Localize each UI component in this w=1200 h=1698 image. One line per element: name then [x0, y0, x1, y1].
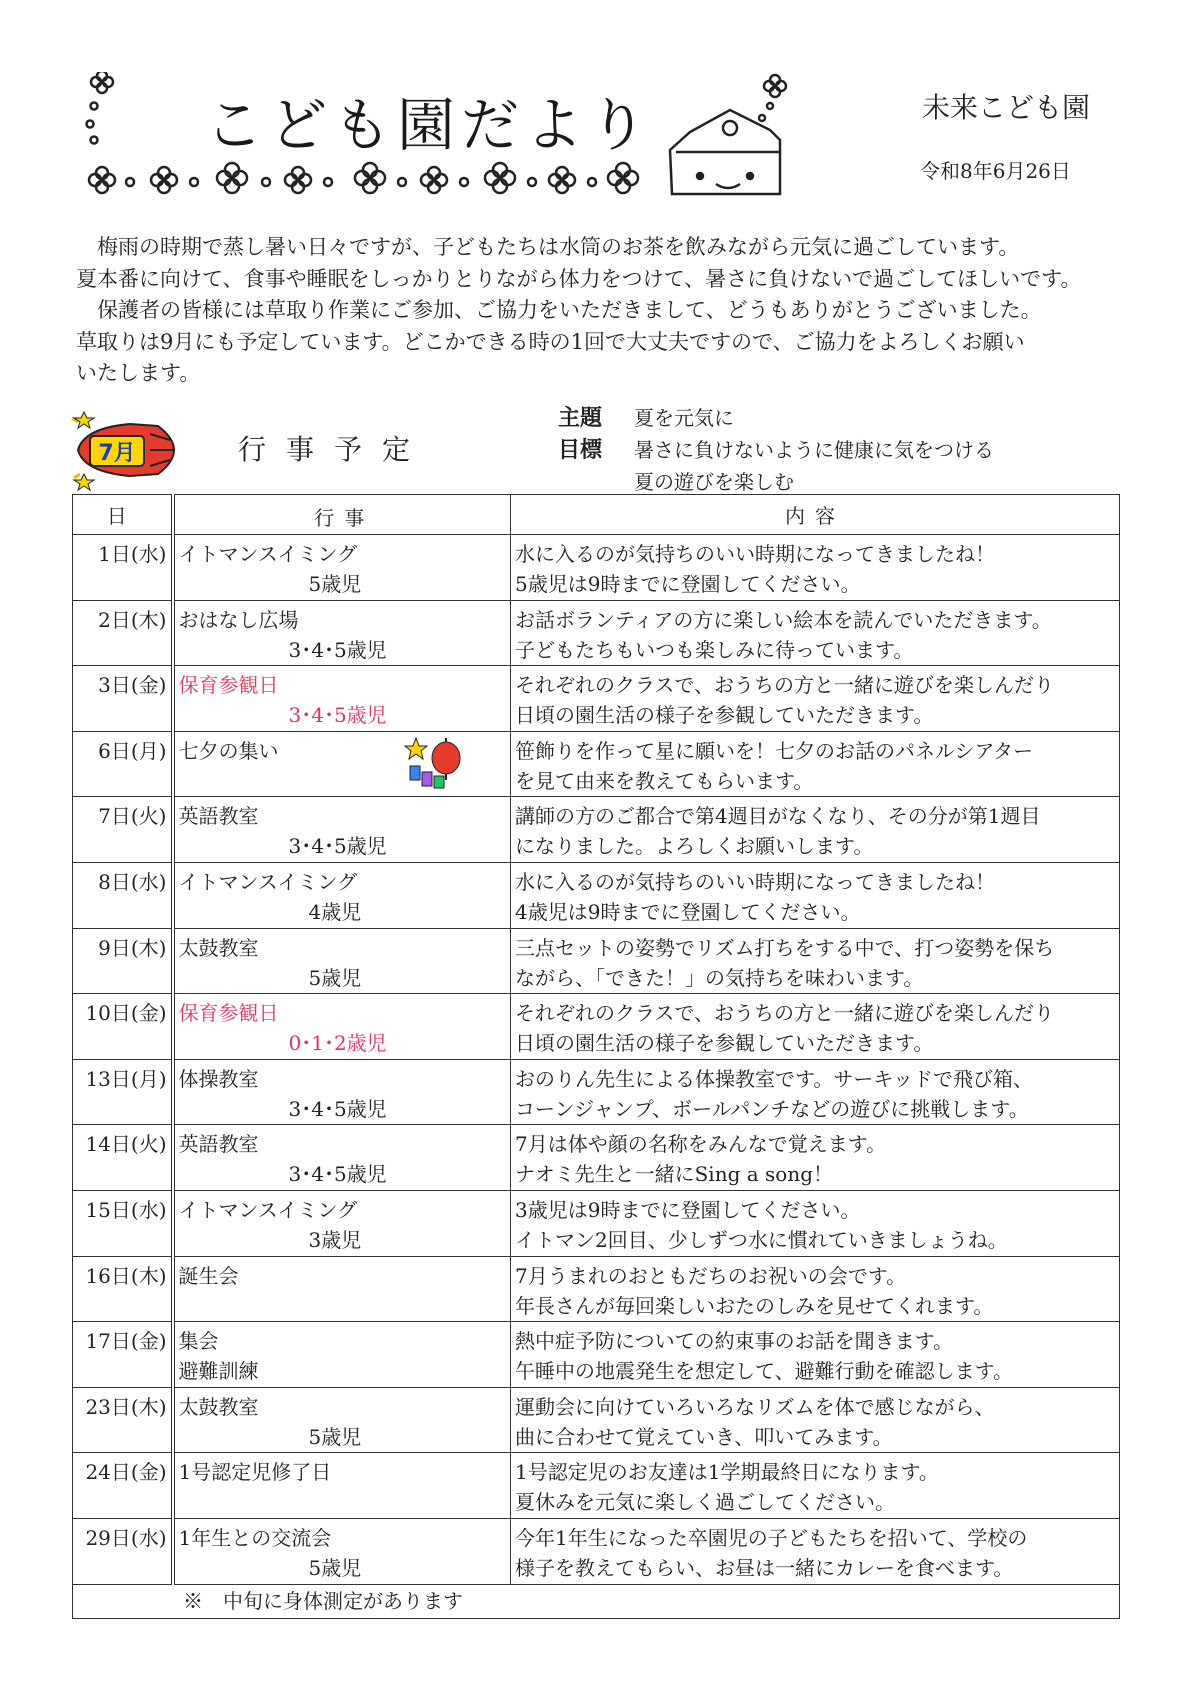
table-row — [73, 535, 1120, 601]
issue-date: 令和8年6月26日 — [920, 159, 1071, 183]
goal-text-2: 夏の遊びを楽しむ — [634, 470, 794, 494]
event-target: 3歳児 — [308, 1227, 362, 1252]
content-line: 午睡中の地震発生を想定して、避難行動を確認します。 — [515, 1359, 1013, 1384]
theme-text: 夏を元気に — [634, 406, 734, 430]
event-name: 太鼓教室 — [178, 1394, 259, 1419]
row-day: 15日(水) — [73, 1190, 173, 1256]
intro-line: 梅雨の時期で蒸し暑い日々ですが、子どもたちは水筒のお茶を飲みながら元気に過ごしています。 — [76, 235, 1020, 259]
row-day: 17日(金) — [73, 1322, 173, 1388]
content-line: 日頃の園生活の様子を参観していただきます。 — [515, 703, 934, 728]
row-day: 6日(月) — [73, 731, 173, 797]
row-day: 23日(木) — [73, 1387, 173, 1453]
row-content — [511, 1059, 1120, 1125]
intro-line: 保護者の皆様には草取り作業にご参加、ご協力をいただきまして、どうもありがとうございました。 — [76, 298, 1042, 322]
theme-goal-block — [558, 402, 994, 498]
event-name: 体操教室 — [178, 1066, 259, 1091]
event-name: 誕生会 — [178, 1263, 239, 1288]
content-line: 熱中症予防についての約束事のお話を聞きます。 — [515, 1329, 953, 1354]
row-event — [173, 797, 511, 863]
event-target: 0･1･2歳児 — [288, 1031, 387, 1056]
theme-label: 主題 — [558, 405, 603, 431]
row-event — [173, 1387, 511, 1453]
table-row — [73, 1125, 1120, 1191]
content-line: 水に入るのが気持ちのいい時期になってきましたね！ — [515, 542, 995, 566]
schedule-title: 行事予定 — [238, 433, 431, 466]
row-content — [511, 535, 1120, 601]
content-line: それぞれのクラスで、おうちの方と一緒に遊びを楽しんだり — [515, 1001, 1054, 1026]
rocket-icon — [70, 408, 182, 492]
schedule-header — [70, 402, 1130, 494]
event-target: 5歳児 — [308, 572, 362, 596]
event-target: 3･4･5歳児 — [288, 1162, 387, 1187]
content-line: 5歳児は9時までに登園してください。 — [515, 572, 861, 596]
row-day: 29日(水) — [73, 1518, 173, 1584]
row-day: 1日(水) — [73, 535, 173, 601]
row-content — [511, 1322, 1120, 1388]
event-name: 七夕の集い — [178, 738, 279, 763]
row-content — [511, 1190, 1120, 1256]
intro-line: いたします。 — [76, 361, 201, 385]
row-event — [173, 731, 511, 797]
content-line: 子どもたちもいつも楽しみに待っています。 — [515, 637, 914, 662]
table-row — [73, 1059, 1120, 1125]
event-target: 5歳児 — [308, 1555, 362, 1580]
row-content — [511, 1125, 1120, 1191]
event-name: イトマンスイミング — [178, 869, 358, 894]
table-row — [73, 1322, 1120, 1388]
content-line: 曲に合わせて覚えていき、叩いてみます。 — [515, 1424, 893, 1449]
event-target: 5歳児 — [308, 965, 362, 990]
goal-label: 目標 — [558, 437, 603, 463]
event-target: 4歳児 — [308, 899, 362, 924]
row-day: 2日(木) — [73, 600, 173, 666]
row-day: 9日(木) — [73, 928, 173, 994]
row-event — [173, 862, 511, 928]
content-line: おのりん先生による体操教室です。サーキッドで飛び箱、 — [515, 1066, 1033, 1091]
content-line: それぞれのクラスで、おうちの方と一緒に遊びを楽しんだり — [515, 673, 1054, 698]
event-name: イトマンスイミング — [178, 1197, 358, 1222]
event-name: 1年生との交流会 — [178, 1525, 332, 1550]
row-day: 10日(金) — [73, 994, 173, 1060]
row-content — [511, 928, 1120, 994]
row-day: 16日(木) — [73, 1256, 173, 1322]
tanabata-decoration-icon — [400, 736, 472, 792]
content-line: になりました。よろしくお願いします。 — [515, 834, 874, 859]
event-schedule-table — [72, 494, 1120, 1619]
content-line: 様子を教えてもらい、お昼は一緒にカレーを食べます。 — [515, 1555, 1014, 1580]
newsletter-header — [0, 0, 1200, 230]
month-badge: 7月 — [98, 441, 136, 466]
header-content: 内容 — [511, 495, 1120, 535]
organization-name: 未来こども園 — [922, 91, 1091, 124]
row-day: 24日(金) — [73, 1453, 173, 1519]
row-event — [173, 1125, 511, 1191]
event-name: 保育参観日 — [178, 673, 279, 698]
content-line: 今年1年生になった卒園児の子どもたちを招いて、学校の — [515, 1525, 1028, 1550]
row-day: 8日(水) — [73, 862, 173, 928]
content-line: 運動会に向けていろいろなリズムを体で感じながら、 — [515, 1394, 995, 1419]
event-name: 集会 — [178, 1329, 219, 1354]
table-row — [73, 600, 1120, 666]
row-content — [511, 731, 1120, 797]
row-event — [173, 1256, 511, 1322]
table-row — [73, 797, 1120, 863]
table-row — [73, 1453, 1120, 1519]
event-target: 3･4･5歳児 — [288, 703, 387, 728]
table-row — [73, 731, 1120, 797]
row-event — [173, 1059, 511, 1125]
table-row — [73, 928, 1120, 994]
row-day: 7日(火) — [73, 797, 173, 863]
content-line: ナオミ先生と一緒にSing a song！ — [515, 1162, 834, 1187]
content-line: イトマン2回目、少しずつ水に慣れていきましょうね。 — [515, 1227, 1008, 1252]
table-header-row — [73, 495, 1120, 535]
content-line: 夏休みを元気に楽しく過ごしてください。 — [515, 1490, 895, 1515]
content-line: 笹飾りを作って星に願いを！七夕のお話のパネルシアター — [515, 738, 1034, 763]
row-event — [173, 535, 511, 601]
row-event — [173, 1322, 511, 1388]
content-line: お話ボランティアの方に楽しい絵本を読んでいただきます。 — [515, 607, 1052, 632]
row-content — [511, 1387, 1120, 1453]
intro-line: 草取りは9月にも予定しています。どこかできる時の1回で大丈夫ですので、ご協力をよろしくお願い — [76, 329, 1025, 354]
content-line: 講師の方のご都合で第4週目がなくなり、その分が第1週目 — [515, 804, 1041, 829]
row-event — [173, 1518, 511, 1584]
table-row — [73, 666, 1120, 732]
row-event — [173, 666, 511, 732]
content-line: 7月は体や顔の名称をみんなで覚えます。 — [515, 1132, 887, 1157]
event-target: 避難訓練 — [178, 1359, 259, 1384]
row-content — [511, 666, 1120, 732]
content-line: 日頃の園生活の様子を参観していただきます。 — [515, 1031, 934, 1056]
row-event — [173, 928, 511, 994]
event-name: 英語教室 — [178, 804, 259, 829]
event-name: おはなし広場 — [178, 607, 299, 632]
event-name: 太鼓教室 — [178, 935, 259, 960]
content-line: ながら、「できた！」の気持ちを味わいます。 — [515, 965, 924, 990]
row-day: 14日(火) — [73, 1125, 173, 1191]
table-footnote-row — [73, 1584, 1120, 1618]
row-event — [173, 1453, 511, 1519]
event-target: 3･4･5歳児 — [288, 637, 387, 662]
content-line: 3歳児は9時までに登園してください。 — [515, 1197, 861, 1222]
row-event — [173, 1190, 511, 1256]
newsletter-title: こども園だより — [205, 91, 654, 159]
event-name: 保育参観日 — [178, 1001, 279, 1026]
row-day: 3日(金) — [73, 666, 173, 732]
row-content — [511, 994, 1120, 1060]
event-name: 1号認定児修了日 — [178, 1460, 332, 1485]
row-content — [511, 600, 1120, 666]
intro-text — [76, 232, 1136, 390]
table-row — [73, 994, 1120, 1060]
table-row — [73, 1387, 1120, 1453]
header-event: 行事 — [173, 495, 511, 535]
intro-line: 夏本番に向けて、食事や睡眠をしっかりとりながら体力をつけて、暑さに負けないで過ごしてほしいです。 — [76, 266, 1082, 291]
event-name: イトマンスイミング — [178, 542, 358, 566]
row-event — [173, 994, 511, 1060]
row-event — [173, 600, 511, 666]
event-target: 5歳児 — [308, 1424, 362, 1449]
row-content — [511, 1256, 1120, 1322]
content-line: 水に入るのが気持ちのいい時期になってきましたね！ — [515, 869, 995, 894]
row-content — [511, 1453, 1120, 1519]
table-row — [73, 1256, 1120, 1322]
content-line: 7月うまれのおともだちのお祝いの会です。 — [515, 1263, 907, 1288]
row-content — [511, 862, 1120, 928]
row-content — [511, 797, 1120, 863]
event-name: 英語教室 — [178, 1132, 259, 1157]
event-target: 3･4･5歳児 — [288, 834, 387, 859]
table-row — [73, 1190, 1120, 1256]
content-line: 三点セットの姿勢でリズム打ちをする中で、打つ姿勢を保ち — [515, 935, 1055, 960]
event-target: 3･4･5歳児 — [288, 1096, 387, 1121]
content-line: コーンジャンプ、ボールパンチなどの遊びに挑戦します。 — [515, 1096, 1029, 1121]
content-line: 年長さんが毎回楽しいおたのしみを見せてくれます。 — [515, 1293, 994, 1318]
row-content — [511, 1518, 1120, 1584]
goal-text-1: 暑さに負けないように健康に気をつける — [634, 438, 994, 462]
row-day: 13日(月) — [73, 1059, 173, 1125]
table-row — [73, 862, 1120, 928]
content-line: を見て由来を教えてもらいます。 — [515, 768, 814, 793]
content-line: 1号認定児のお友達は1学期最終日になります。 — [515, 1460, 939, 1485]
content-line: 4歳児は9時までに登園してください。 — [515, 899, 861, 924]
footnote: ※ 中旬に身体測定があります — [73, 1584, 1120, 1618]
header-day: 日 — [73, 495, 173, 535]
table-row — [73, 1518, 1120, 1584]
